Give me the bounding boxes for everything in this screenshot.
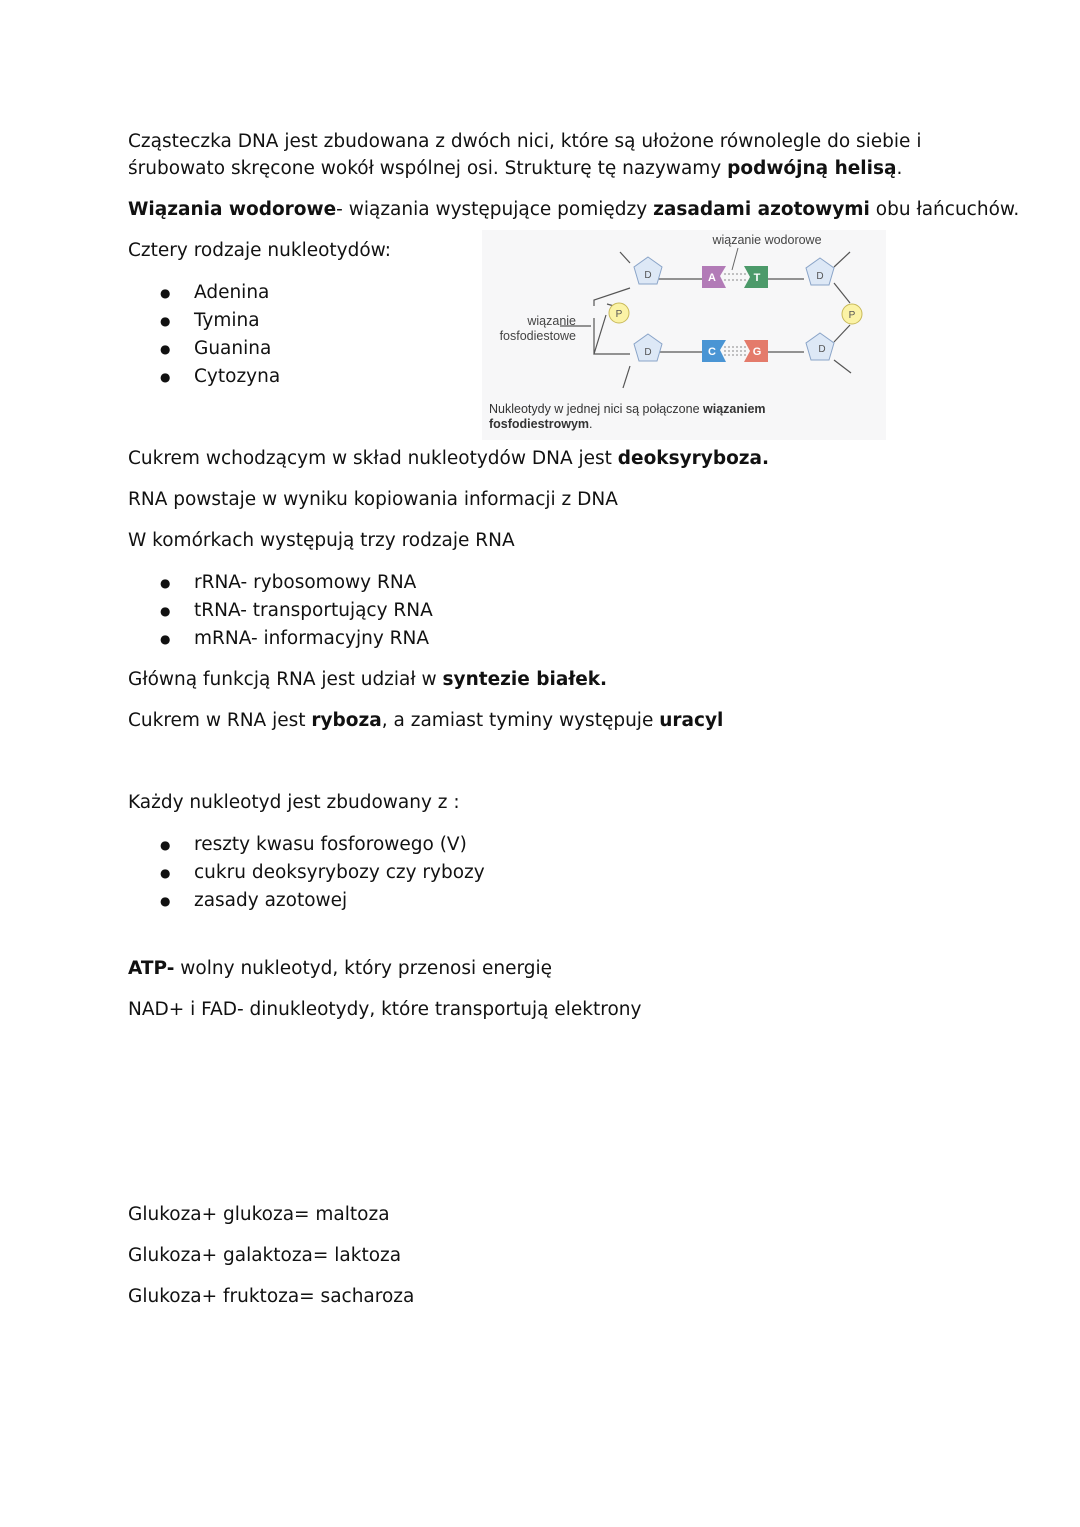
- paragraph-nucleotide-types: Cztery rodzaje nukleotydów:: [128, 240, 392, 261]
- caption-bold: fosfodiestrowym: [489, 417, 590, 431]
- paragraph-nad-fad: NAD+ i FAD- dinukleotydy, które transportują elektrony: [128, 999, 642, 1020]
- sugar-label: D: [818, 344, 826, 355]
- paragraph-sucrose: Glukoza+ fruktoza= sacharoza: [128, 1286, 415, 1307]
- list-item: ● cukru deoksyrybozy czy rybozy: [160, 859, 485, 887]
- paragraph-nucleotide-parts: Każdy nukleotyd jest zbudowany z :: [128, 792, 460, 813]
- phosphate-label: P: [848, 310, 856, 321]
- paragraph-dna-structure-1: Cząsteczka DNA jest zbudowana z dwóch nici, które są ułożone równolegle do siebie i: [128, 131, 922, 152]
- sugar-label: D: [644, 347, 652, 358]
- text-span: - wiązania występujące pomiędzy: [336, 199, 654, 220]
- bold-term: Wiązania wodorowe: [128, 199, 337, 220]
- label-hydrogen-bond: wiązanie wodorowe: [712, 233, 822, 247]
- paragraph-rna-types: W komórkach występują trzy rodzaje RNA: [128, 530, 515, 551]
- paragraph-dna-sugar: [128, 446, 769, 472]
- phosphate-right: [842, 304, 862, 324]
- bold-term: zasadami azotowymi: [653, 199, 870, 220]
- bold-term: ryboza: [311, 710, 382, 731]
- diagram-caption-1: [489, 402, 766, 416]
- label-phosphodiester-2: fosfodiestowe: [499, 329, 576, 343]
- base-label: A: [708, 272, 716, 284]
- base-label: G: [752, 346, 762, 358]
- bold-term: uracyl: [659, 710, 724, 731]
- text-span: obu łańcuchów.: [869, 199, 1020, 220]
- caption-bold: wiązaniem: [703, 402, 766, 416]
- list-item: ● Tymina: [160, 307, 280, 335]
- list-item: ● Cytozyna: [160, 363, 280, 391]
- bold-term: podwójną helisą: [727, 158, 897, 179]
- text-span: , a zamiast tyminy występuje: [381, 710, 660, 731]
- paragraph-rna-function: [128, 667, 607, 693]
- sugar-label: D: [816, 271, 824, 282]
- phosphate-left: [609, 303, 629, 323]
- text-span: wolny nukleotyd, który przenosi energię: [174, 958, 553, 979]
- paragraph-rna-origin: RNA powstaje w wyniku kopiowania informacji z DNA: [128, 489, 618, 510]
- list-item: ● reszty kwasu fosforowego (V): [160, 831, 485, 859]
- paragraph-atp: [128, 956, 552, 982]
- list-item: ● rRNA- rybosomowy RNA: [160, 569, 433, 597]
- paragraph-maltose: Glukoza+ glukoza= maltoza: [128, 1204, 390, 1225]
- bold-term: syntezie białek.: [442, 669, 608, 690]
- paragraph-hydrogen-bonds: [128, 197, 1019, 223]
- paragraph-lactose: Glukoza+ galaktoza= laktoza: [128, 1245, 402, 1266]
- base-label: T: [753, 272, 761, 284]
- text-span: Cukrem w RNA jest: [128, 710, 312, 731]
- list-item: ● zasady azotowej: [160, 887, 485, 915]
- bold-term: deoksyryboza.: [617, 448, 770, 469]
- label-phosphodiester-1: wiązanie: [527, 314, 576, 328]
- base-label: C: [708, 346, 716, 358]
- text-span: .: [896, 158, 903, 179]
- paragraph-dna-structure-2: [128, 156, 902, 182]
- text-span: Główną funkcją RNA jest udział w: [128, 669, 443, 690]
- caption-span: .: [589, 417, 593, 431]
- text-span: śrubowato skręcone wokół wspólnej osi. Strukturę tę nazywamy: [128, 158, 728, 179]
- rna-type-list: [160, 569, 433, 653]
- dna-bond-diagram: [482, 230, 886, 440]
- text-span: Cukrem wchodzącym w skład nukleotydów DNA jest: [128, 448, 618, 469]
- sugar-label: D: [644, 270, 652, 281]
- list-item: ● mRNA- informacyjny RNA: [160, 625, 433, 653]
- list-item: ● tRNA- transportujący RNA: [160, 597, 433, 625]
- caption-span: Nukleotydy w jednej nici są połączone: [489, 402, 704, 416]
- diagram-caption-2: [489, 417, 593, 431]
- nucleotide-parts-list: [160, 831, 485, 915]
- list-item: ● Adenina: [160, 279, 280, 307]
- phosphate-label: P: [615, 309, 623, 320]
- paragraph-rna-sugar: [128, 708, 723, 734]
- bold-term: ATP-: [128, 958, 175, 979]
- nucleotide-list: [160, 279, 280, 391]
- list-item: ● Guanina: [160, 335, 280, 363]
